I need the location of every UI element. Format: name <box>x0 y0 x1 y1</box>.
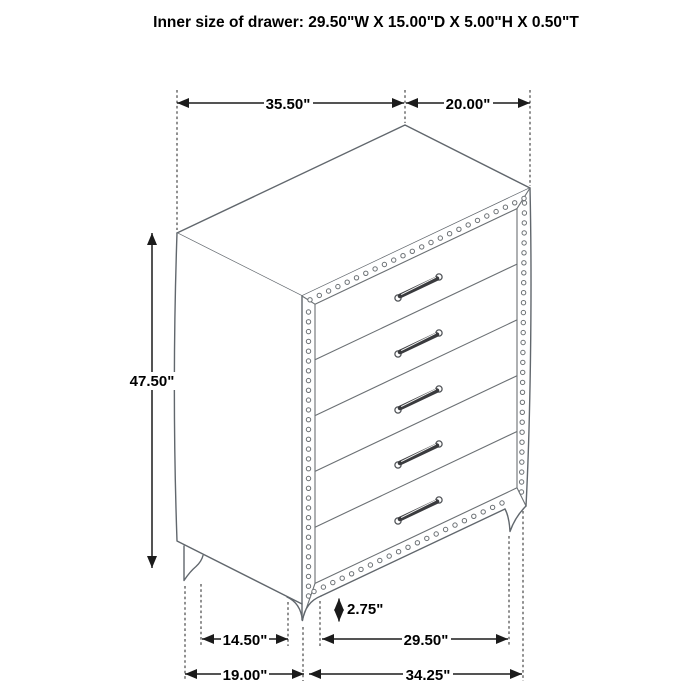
dimension-label-top-depth: 20.00" <box>445 96 491 113</box>
dimension-label-foot-height: 2.75" <box>347 601 384 618</box>
dimension-label-overall-height: 47.50" <box>129 373 175 390</box>
chest-drawing <box>174 125 531 621</box>
dimension-label-base-width: 34.25" <box>405 667 451 684</box>
chest-side-panel <box>174 233 302 604</box>
dimension-label-feet-span-front: 29.50" <box>403 632 449 649</box>
dimension-label-feet-span-side: 14.50" <box>222 632 268 649</box>
dimension-label-base-depth: 19.00" <box>222 667 268 684</box>
diagram-title: Inner size of drawer: 29.50"W X 15.00"D X 5.00"H X 0.50"T <box>153 14 579 31</box>
dimension-label-top-width: 35.50" <box>265 96 311 113</box>
